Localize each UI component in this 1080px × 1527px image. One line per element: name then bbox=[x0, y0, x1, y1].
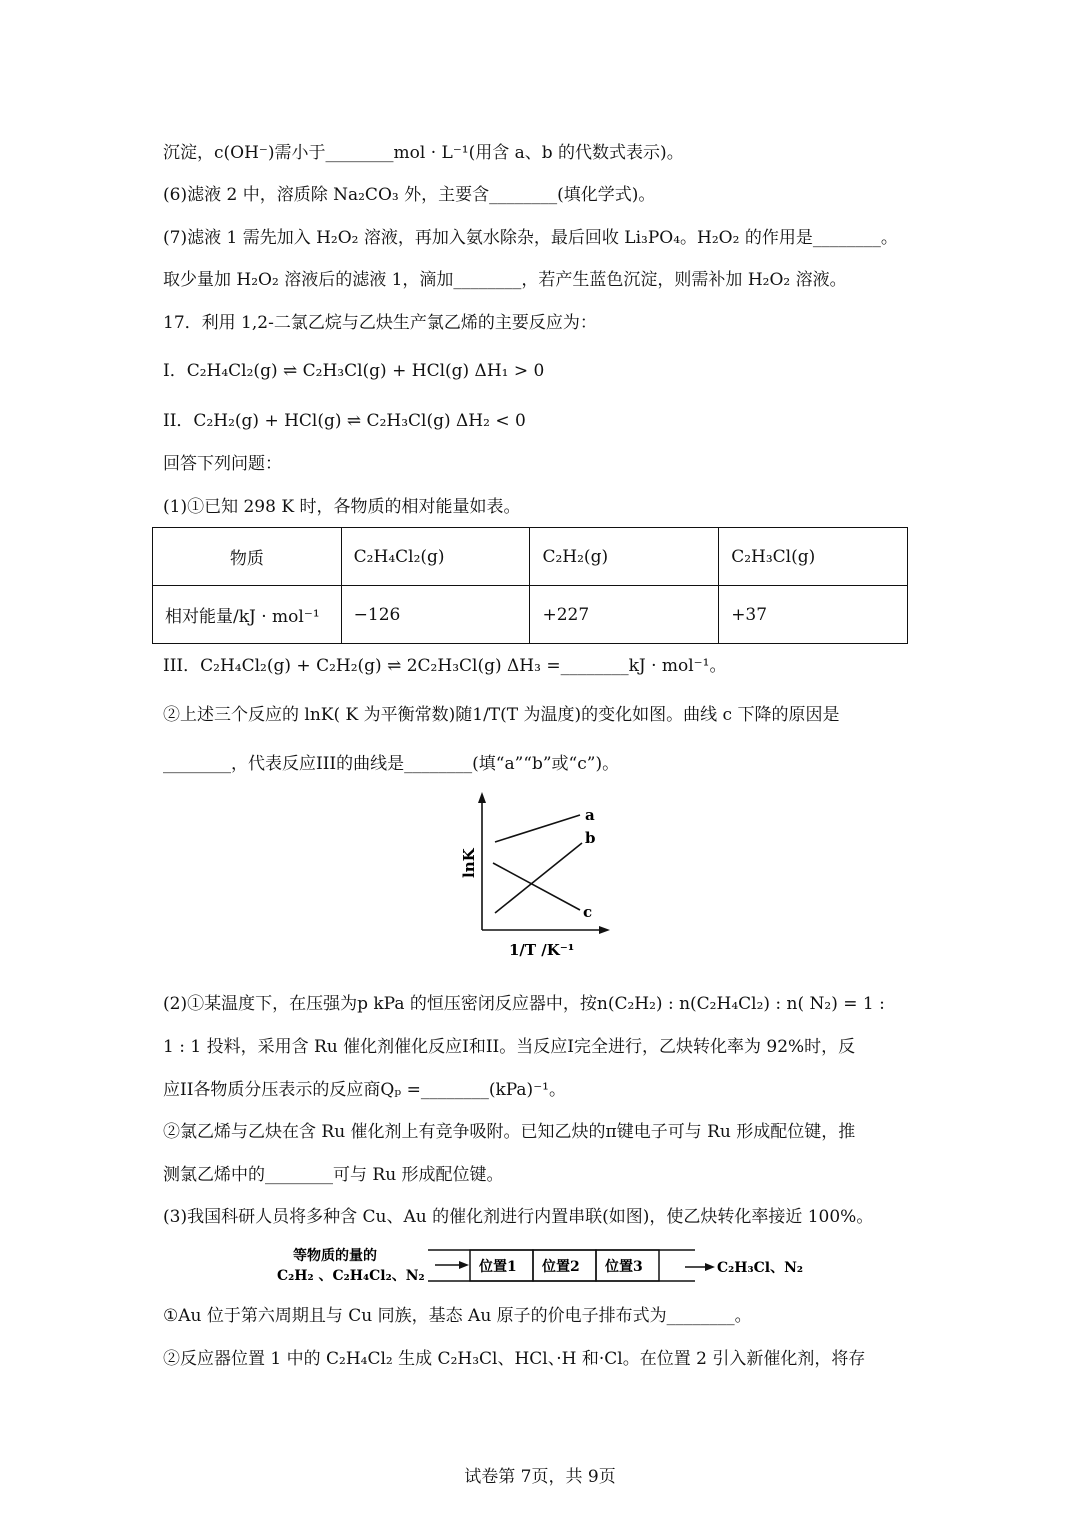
position-2-label: 位置2 bbox=[542, 1259, 580, 1275]
curve-a bbox=[495, 815, 580, 842]
lnk-graph bbox=[455, 790, 625, 975]
energy-table bbox=[152, 527, 908, 642]
text-line: ①Au 位于第六周期且与 Cu 同族，基态 Au 原子的价电子排布式为________。 bbox=[163, 1306, 752, 1326]
table-cell: −126 bbox=[341, 586, 530, 644]
y-axis-label: lnK bbox=[460, 848, 478, 878]
table-cell: +227 bbox=[530, 586, 719, 644]
feed-label-line1: 等物质的量的 bbox=[293, 1248, 377, 1264]
text-line: (7)滤液 1 需先加入 H₂O₂ 溶液，再加入氨水除杂，最后回收 Li₃PO₄。H₂O₂ 的作用是________。 bbox=[163, 228, 898, 248]
position-3-label: 位置3 bbox=[605, 1259, 643, 1275]
text-line: ②氯乙烯与乙炔在含 Ru 催化剂上有竞争吸附。已知乙炔的π键电子可与 Ru 形成配位键，推 bbox=[163, 1122, 856, 1142]
text-line: ________，代表反应III的曲线是________(填“a”“b”或“c”)。 bbox=[163, 754, 620, 774]
y-axis-arrow bbox=[478, 792, 486, 803]
curve-c bbox=[493, 863, 580, 910]
outlet-arrowhead bbox=[705, 1263, 715, 1271]
text-line: (3)我国科研人员将多种含 Cu、Au 的催化剂进行内置串联(如图)，使乙炔转化率接近 100%。 bbox=[163, 1207, 874, 1227]
feed-label-line2: C₂H₂ 、C₂H₄Cl₂、N₂ bbox=[277, 1268, 425, 1284]
x-axis-label: 1/T /K⁻¹ bbox=[509, 941, 575, 959]
text-line: 1 : 1 投料，采用含 Ru 催化剂催化反应I和II。当反应I完全进行，乙炔转化率为 92%时，反 bbox=[163, 1037, 856, 1057]
text-line: 应II各物质分压表示的反应商Qₚ =________(kPa)⁻¹。 bbox=[163, 1080, 566, 1100]
question-17-title: 17．利用 1,2-二氯乙烷与乙炔生产氯乙烯的主要反应为： bbox=[163, 313, 597, 333]
reaction-ii: II．C₂H₂(g) + HCl(g) ⇌ C₂H₃Cl(g) ΔH₂ < 0 bbox=[163, 411, 526, 431]
table-row bbox=[153, 586, 908, 644]
curve-label-a: a bbox=[585, 806, 595, 824]
text-line: ②上述三个反应的 lnK( K 为平衡常数)随1/T(T 为温度)的变化如图。曲线 c 下降的原因是 bbox=[163, 705, 840, 725]
table-header: C₂H₄Cl₂(g) bbox=[341, 528, 530, 586]
text-line: (1)①已知 298 K 时，各物质的相对能量如表。 bbox=[163, 497, 521, 517]
page-footer: 试卷第 7页，共 9页 bbox=[464, 1467, 616, 1487]
table-row bbox=[153, 528, 908, 586]
table-header: C₂H₃Cl(g) bbox=[719, 528, 908, 586]
products-label: C₂H₃Cl、N₂ bbox=[717, 1260, 804, 1276]
text-line: 沉淀，c(OH⁻)需小于________mol · L⁻¹(用含 a、b 的代数式表示)。 bbox=[163, 143, 684, 163]
text-line: 取少量加 H₂O₂ 溶液后的滤液 1，滴加________，若产生蓝色沉淀，则需补加 H₂O₂ 溶液。 bbox=[163, 270, 847, 290]
table-header: 物质 bbox=[153, 528, 342, 586]
inlet-arrowhead bbox=[459, 1261, 469, 1269]
text-line: 测氯乙烯中的________可与 Ru 形成配位键。 bbox=[163, 1165, 504, 1185]
curve-b bbox=[495, 843, 582, 913]
position-1-label: 位置1 bbox=[479, 1259, 517, 1275]
curve-label-b: b bbox=[585, 829, 596, 847]
reaction-iii: III．C₂H₄Cl₂(g) + C₂H₂(g) ⇌ 2C₂H₃Cl(g) ΔH₃ =________kJ · mol⁻¹。 bbox=[163, 656, 727, 676]
reaction-i: I．C₂H₄Cl₂(g) ⇌ C₂H₃Cl(g) + HCl(g) ΔH₁ > 0 bbox=[163, 361, 545, 381]
text-line: ②反应器位置 1 中的 C₂H₄Cl₂ 生成 C₂H₃Cl、HCl、·H 和·Cl。在位置 2 引入新催化剂，将存 bbox=[163, 1349, 866, 1369]
text-line: (6)滤液 2 中，溶质除 Na₂CO₃ 外，主要含________(填化学式)。 bbox=[163, 185, 656, 205]
curve-label-c: c bbox=[583, 903, 593, 921]
table-row-label: 相对能量/kJ · mol⁻¹ bbox=[153, 586, 342, 644]
table-header: C₂H₂(g) bbox=[530, 528, 719, 586]
x-axis-arrow bbox=[599, 926, 610, 934]
text-line: (2)①某温度下，在压强为p kPa 的恒压密闭反应器中，按n(C₂H₂) : n(C₂H₄Cl₂) : n( N₂) = 1 : bbox=[163, 994, 885, 1014]
table-cell: +37 bbox=[719, 586, 908, 644]
text-line: 回答下列问题： bbox=[163, 454, 282, 474]
reactor-diagram bbox=[275, 1243, 815, 1288]
